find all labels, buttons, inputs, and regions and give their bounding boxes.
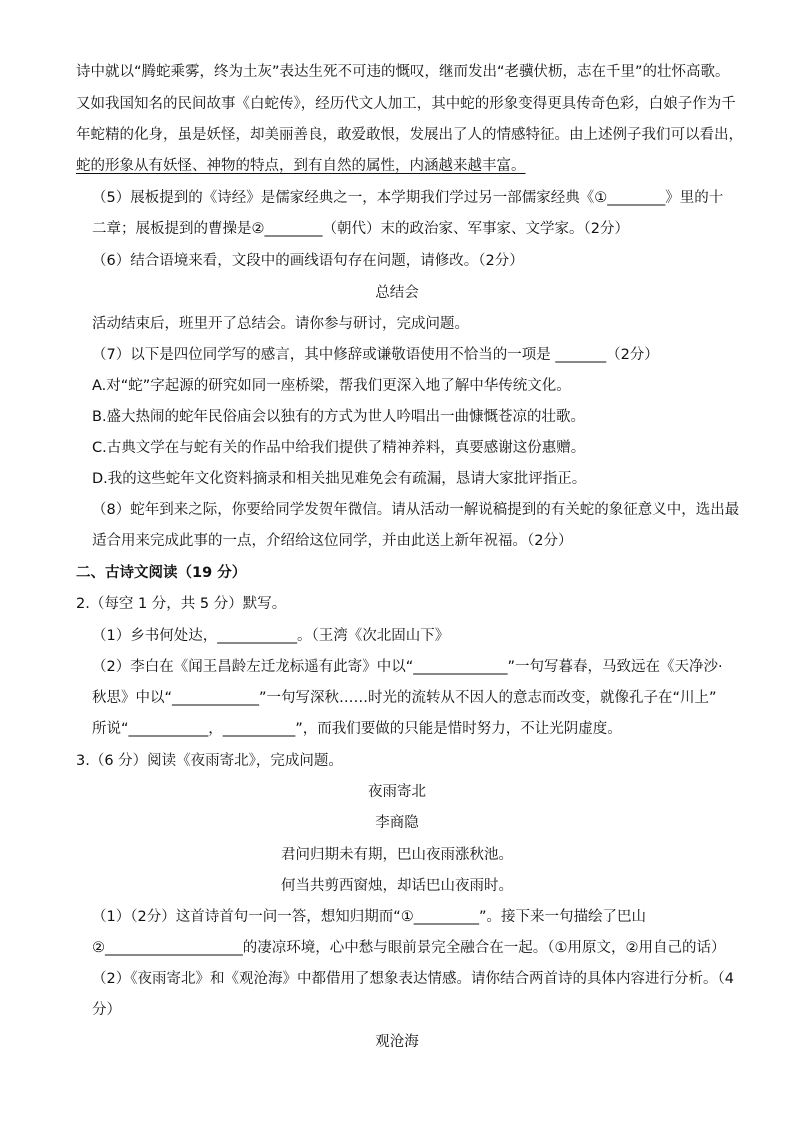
question-8-line2: 适合用来完成此事的一点，介绍给这位同学，并由此送上新年祝福。（2分） [92, 533, 573, 549]
question-5-line2: 二章；展板提到的曹操是②________（朝代）末的政治家、军事家、文学家。（2分） [92, 221, 629, 237]
question-3-title: 3.（6 分）阅读《夜雨寄北》，完成问题。 [76, 753, 343, 769]
poem-author: 李商隐 [375, 815, 419, 831]
next-poem-title: 观沧海 [375, 1034, 419, 1050]
part-2-heading: 二、古诗文阅读（19 分） [76, 565, 247, 581]
option-a: A.对“蛇”字起源的研究如同一座桥梁，帮我们更深入地了解中华传统文化。 [92, 378, 571, 394]
poem-line-1: 君问归期未有期，巴山夜雨涨秋池。 [281, 847, 513, 863]
question-5-line1: （5）展板提到的《诗经》是儒家经典之一，本学期我们学过另一部儒家经典《①________》里的十 [92, 190, 724, 206]
question-3-2-line2: 分） [92, 1002, 121, 1018]
option-d: D.我的这些蛇年文化资料摘录和相关拙见难免会有疏漏，恳请大家批评指正。 [92, 471, 587, 487]
question-6: （6）结合语境来看，文段中的画线语句存在问题，请修改。（2分） [92, 253, 524, 269]
underlined-sentence: 蛇的形象从有妖怪、神物的特点，到有自然的属性，内涵越来越丰富。 [76, 158, 526, 174]
question-2-2-line1: （2）李白在《闻王昌龄左迁龙标遥有此寄》中以“_____________”一句写暮春，马致远在《天净沙· [92, 659, 723, 675]
question-3-1-line1: （1）（2分）这首诗首句一问一答，想知归期而“①_________”。接下来一句描绘了巴山 [92, 909, 646, 925]
paragraph-line: 又如我国知名的民间故事《白蛇传》，经历代文人加工，其中蛇的形象变得更具传奇色彩，白娘子作为千 [76, 96, 736, 112]
paragraph-line: 诗中就以“腾蛇乘雾，终为土灰”表达生死不可违的慨叹，继而发出“老骥伏枥，志在千里”的壮怀高歌。 [76, 64, 730, 80]
question-2-1: （1）乡书何处达，___________。（王湾《次北固山下》 [92, 628, 450, 644]
summary-intro: 活动结束后，班里开了总结会。请你参与研讨，完成问题。 [92, 316, 469, 332]
poem-title: 夜雨寄北 [368, 784, 426, 800]
question-2-2-line3: 所说“___________，__________”，而我们要做的只能是惜时努力，不让光阴虚度。 [92, 721, 622, 737]
question-3-1-line2: ②___________________的凄凉环境，心中愁与眼前景完全融合在一起。（①用原文，②用自己的话） [92, 940, 726, 956]
question-3-2-line1: （2）《夜雨寄北》和《观沧海》中都借用了想象表达情感。请你结合两首诗的具体内容进行分析。（4 [92, 971, 734, 987]
summary-heading: 总结会 [375, 285, 419, 301]
question-2-2-line2: 秋思》中以“____________”一句写深秋……时光的流转从不因人的意志而改变，就像孔子在“川上” [92, 690, 717, 706]
poem-line-2: 何当共剪西窗烛，却话巴山夜雨时。 [281, 878, 513, 894]
option-c: C.古典文学在与蛇有关的作品中给我们提供了精神养料，真要感谢这份惠赠。 [92, 440, 586, 456]
paragraph-line: 年蛇精的化身，虽是妖怪，却美丽善良，敢爱敢恨，发展出了人的情感特征。由上述例子我们可以看出， [76, 127, 743, 143]
question-8-line1: （8）蛇年到来之际，你要给同学发贺年微信。请从活动一解说稿提到的有关蛇的象征意义中，选出最 [92, 502, 740, 518]
question-2-title: 2.（每空 1 分，共 5 分）默写。 [76, 596, 287, 612]
option-b: B.盛大热闹的蛇年民俗庙会以独有的方式为世人吟唱出一曲慷慨苍凉的壮歌。 [92, 409, 586, 425]
question-7: （7）以下是四位同学写的感言，其中修辞或谦敬语使用不恰当的一项是 _______（2分） [92, 347, 659, 363]
